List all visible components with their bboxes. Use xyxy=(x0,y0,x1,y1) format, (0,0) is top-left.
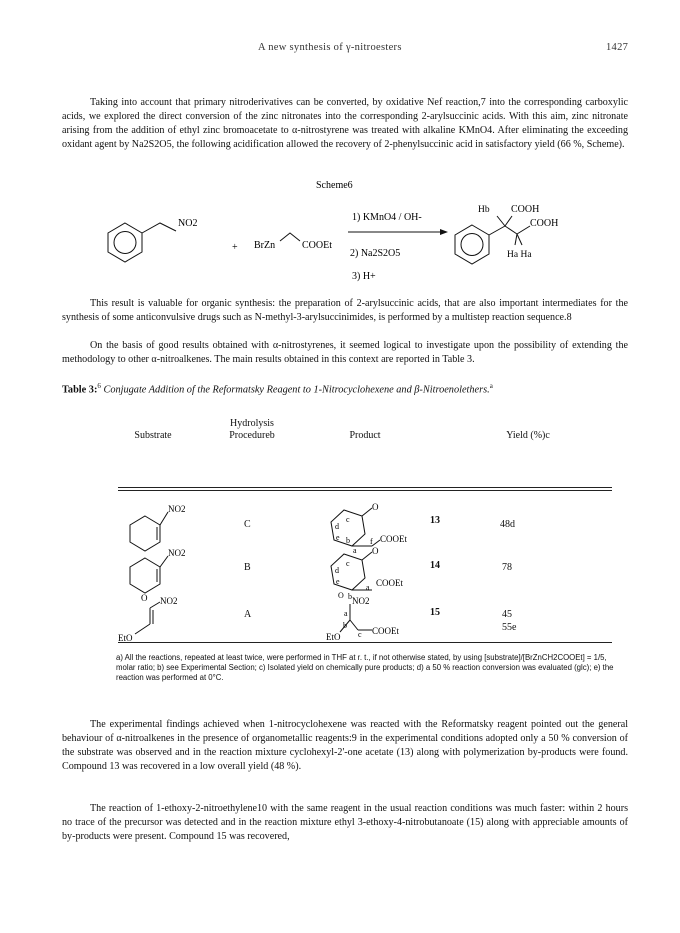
reagent-bond xyxy=(280,233,300,241)
row14-substrate-o: O xyxy=(141,593,148,603)
row13-label-a: a xyxy=(353,546,357,555)
row15-substrate-eto: EtO xyxy=(118,633,133,643)
table-row-13-structures xyxy=(0,500,680,650)
step-3: 3) H+ xyxy=(352,271,376,282)
running-title: A new synthesis of γ-nitroesters xyxy=(258,42,402,53)
row14-cooet: COOEt xyxy=(376,578,403,588)
table-title: Conjugate Addition of the Reformatsky Reagent to 1-Nitrocyclohexene and β-Nitroenolethers. xyxy=(103,384,490,396)
header-product: Product xyxy=(349,430,381,441)
table-caption-note: a xyxy=(489,382,493,390)
product-hb: Hb xyxy=(478,205,490,215)
step-1: 1) KMnO4 / OH- xyxy=(352,212,422,223)
row15-label-a: a xyxy=(344,609,348,618)
reaction-scheme xyxy=(0,178,680,294)
row13-compound: 13 xyxy=(430,515,440,526)
header-substrate: Substrate xyxy=(134,430,172,441)
row13-yield: 48d xyxy=(500,519,515,530)
paragraph-1: Taking into account that primary nitroderivatives can be converted, by oxidative Nef reaction,7 into the corresponding carboxylic acids, we explored the direct conversion of the zinc nitronates into the corresponding 2-arylsuccinic acids. With this aim, zinc nitronate arising from the addition of ethyl zinc bromoacetate to α-nitrostyrene was treated with alkaline KMnO4. After eliminating the exceeding oxidant agent by Na2S2O5, the following acidification allowed the recovery of 2-phenylsuccinic acid in satisfactory yield (66 %, Scheme). xyxy=(62,97,628,150)
product-ha: Ha Ha xyxy=(507,250,532,260)
table-label: Table 3: xyxy=(62,384,98,396)
row15-cooet: COOEt xyxy=(372,626,399,636)
nitrostyrene-structure xyxy=(108,223,176,262)
row15-compound: 15 xyxy=(430,607,440,618)
step-2: 2) Na2S2O5 xyxy=(350,248,401,259)
paragraph-4: The experimental findings achieved when 1-nitrocyclohexene was reacted with the Reformatsky reagent pointed out the general behaviour of α-nitroalkenes in the presence of organometallic reagents:9 in the experimental conditions adopted only a 50 % conversion of the substrate was observed and in the reaction mixture cyclohexyl-2'-one acetate (13) along with polymerization by-products were found. Compound 13 was recovered in a low overall yield (48 %). xyxy=(62,719,628,772)
row15-label-b: b xyxy=(343,621,347,630)
row15-yield-2: 55e xyxy=(502,622,517,633)
row14-procedure: B xyxy=(244,562,251,573)
reagent-cooet: COOEt xyxy=(302,240,332,251)
row13-o: O xyxy=(372,502,379,512)
table-rule-top xyxy=(118,487,612,488)
row14-label-d: d xyxy=(335,566,339,575)
row14-label-b: b xyxy=(348,592,352,601)
table-footnote: a) All the reactions, repeated at least twice, were performed in THF at r. t., if not otherwise stated, by using [substrate]/[BrZnCH2COOEt] = 1/5, molar ratio; b) see Experimental Section; c) Isolated yield on chemically pure products; d) a 50 % reaction conversion was evaluated (glc); e) the reaction was performed at 0°C. xyxy=(116,653,614,682)
paragraph-3: On the basis of good results obtained with α-nitrostyrenes, it seemed logical to investigate upon the possibility of extending the methodology to other α-nitroalkenes. The main results obtained in this context are reported in Table 3. xyxy=(62,340,628,365)
row13-procedure: C xyxy=(244,519,251,530)
table-caption-ref: 6 xyxy=(97,382,101,390)
paragraph-2: This result is valuable for organic synthesis: the preparation of 2-arylsuccinic acids, that are also important intermediates for the synthesis of some anticonvulsive drugs such as N-methyl-3-arylsuccinimides, is performed by a multistep reaction sequence.8 xyxy=(62,298,628,323)
plus-sign: + xyxy=(232,242,238,253)
row14-label-e: e xyxy=(336,577,340,586)
header-yield: Yield (%)c xyxy=(506,430,550,441)
row13-label-e: e xyxy=(336,533,340,542)
page-number: 1427 xyxy=(606,42,629,53)
header-hydrolysis xyxy=(212,418,292,442)
row15-yield: 45 xyxy=(502,609,512,620)
table-rule-bottom xyxy=(118,642,612,643)
nitrostyrene-no2: NO2 xyxy=(178,218,198,229)
row14-label-a: a xyxy=(366,583,370,592)
row13-label-d: d xyxy=(335,522,339,531)
row14-yield: 78 xyxy=(502,562,512,573)
row15-substrate-no2: NO2 xyxy=(160,596,178,606)
row14-substrate-no2: NO2 xyxy=(168,548,186,558)
product-cooh-2: COOH xyxy=(530,218,559,229)
product-cooh-1: COOH xyxy=(511,204,540,215)
row13-label-c: c xyxy=(346,515,350,524)
row13-substrate-no2: NO2 xyxy=(168,504,186,514)
row14-label-c: c xyxy=(346,559,350,568)
reagent-brzn: BrZn xyxy=(254,240,276,251)
row14-compound: 14 xyxy=(430,560,440,571)
header-hydrolysis-line1: Hydrolysis xyxy=(230,418,274,429)
table-rule-top-2 xyxy=(118,490,612,491)
scheme-title: Scheme6 xyxy=(316,180,353,191)
row15-procedure: A xyxy=(244,609,252,620)
row14-ring-o: O xyxy=(338,591,344,600)
row13-cooet: COOEt xyxy=(380,534,407,544)
row15-prod-eto: EtO xyxy=(326,632,341,642)
row15-prod-no2: NO2 xyxy=(352,596,370,606)
row13-label-b: b xyxy=(346,536,350,545)
row15-label-c: c xyxy=(358,630,362,639)
header-hydrolysis-line2: Procedureb xyxy=(229,430,275,441)
table-caption xyxy=(62,382,493,395)
row14-o: O xyxy=(372,546,379,556)
paragraph-5: The reaction of 1-ethoxy-2-nitroethylene10 with the same reagent in the usual reaction conditions was much faster: within 2 hours no trace of the precursor was detected and in the reaction mixture ethyl 3-ethoxy-4-nitrobutanoate (15) along with appreciable amounts of by-products were present. Compound 15 was recovered, xyxy=(62,803,628,842)
row13-label-f: f xyxy=(370,537,373,546)
